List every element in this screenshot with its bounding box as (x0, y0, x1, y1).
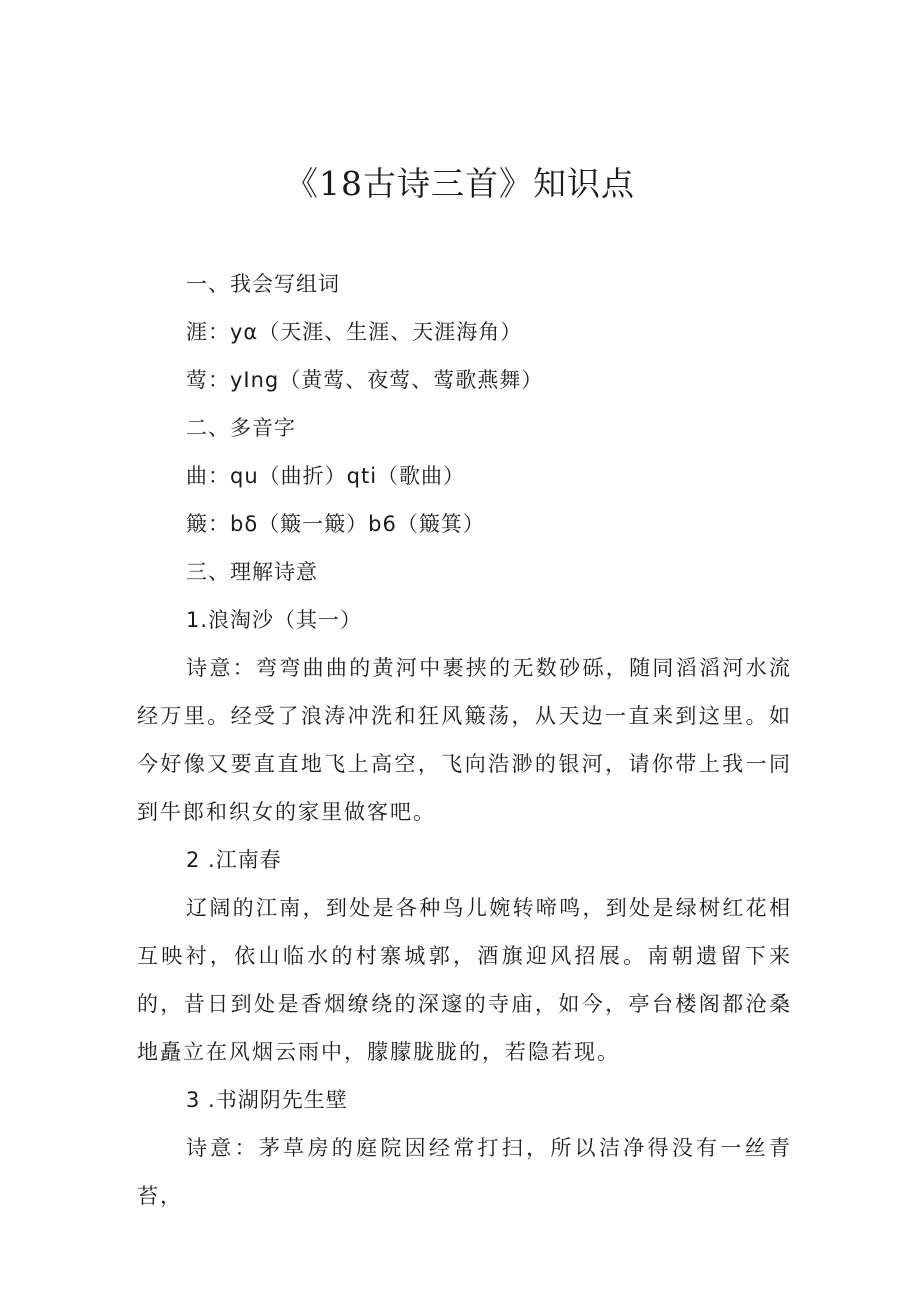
polyphone-entry-bo: 簸：bδ（簸一簸）b6（簸箕） (186, 512, 485, 536)
poem-1-meaning: 诗意：弯弯曲曲的黄河中裹挟的无数砂砾，随同滔滔河水流经万里。经受了浪涛冲洗和狂风簸荡，从天边一直来到这里。如今好像又要直直地飞上高空，飞向浩渺的银河，请你带上我一同到牛郎和织女的家里做客吧。 (137, 656, 792, 824)
word-entry-ying: 莺：yIng（黄莺、夜莺、莺歌燕舞） (186, 368, 544, 392)
polyphone-entry-qu: 曲：qu（曲折）qti（歌曲） (186, 464, 466, 488)
document-body (137, 260, 792, 1220)
poem-2-meaning: 辽阔的江南，到处是各种鸟儿婉转啼鸣，到处是绿树红花相互映衬，依山临水的村寨城郭，酒旗迎风招展。南朝遗留下来的，昔日到处是香烟缭绕的深邃的寺庙，如今，亭台楼阁都沧桑地矗立在风烟云雨中，朦朦胧胧的，若隐若现。 (137, 896, 792, 1064)
word-entry-ya: 涯：yα（天涯、生涯、天涯海角） (186, 320, 523, 344)
poem-1-title: 1.浪淘沙（其一） (186, 608, 363, 632)
section-heading-polyphones: 二、多音字 (186, 416, 296, 440)
poem-2-title: 2 .江南春 (186, 848, 282, 872)
poem-3-meaning: 诗意：茅草房的庭院因经常打扫，所以洁净得没有一丝青苔， (137, 1136, 792, 1208)
section-heading-meaning: 三、理解诗意 (186, 560, 318, 584)
section-heading-write-words: 一、我会写组词 (186, 272, 340, 296)
poem-3-title: 3 .书湖阴先生壁 (186, 1088, 348, 1112)
page-title: 《18古诗三首》知识点 (285, 164, 635, 203)
